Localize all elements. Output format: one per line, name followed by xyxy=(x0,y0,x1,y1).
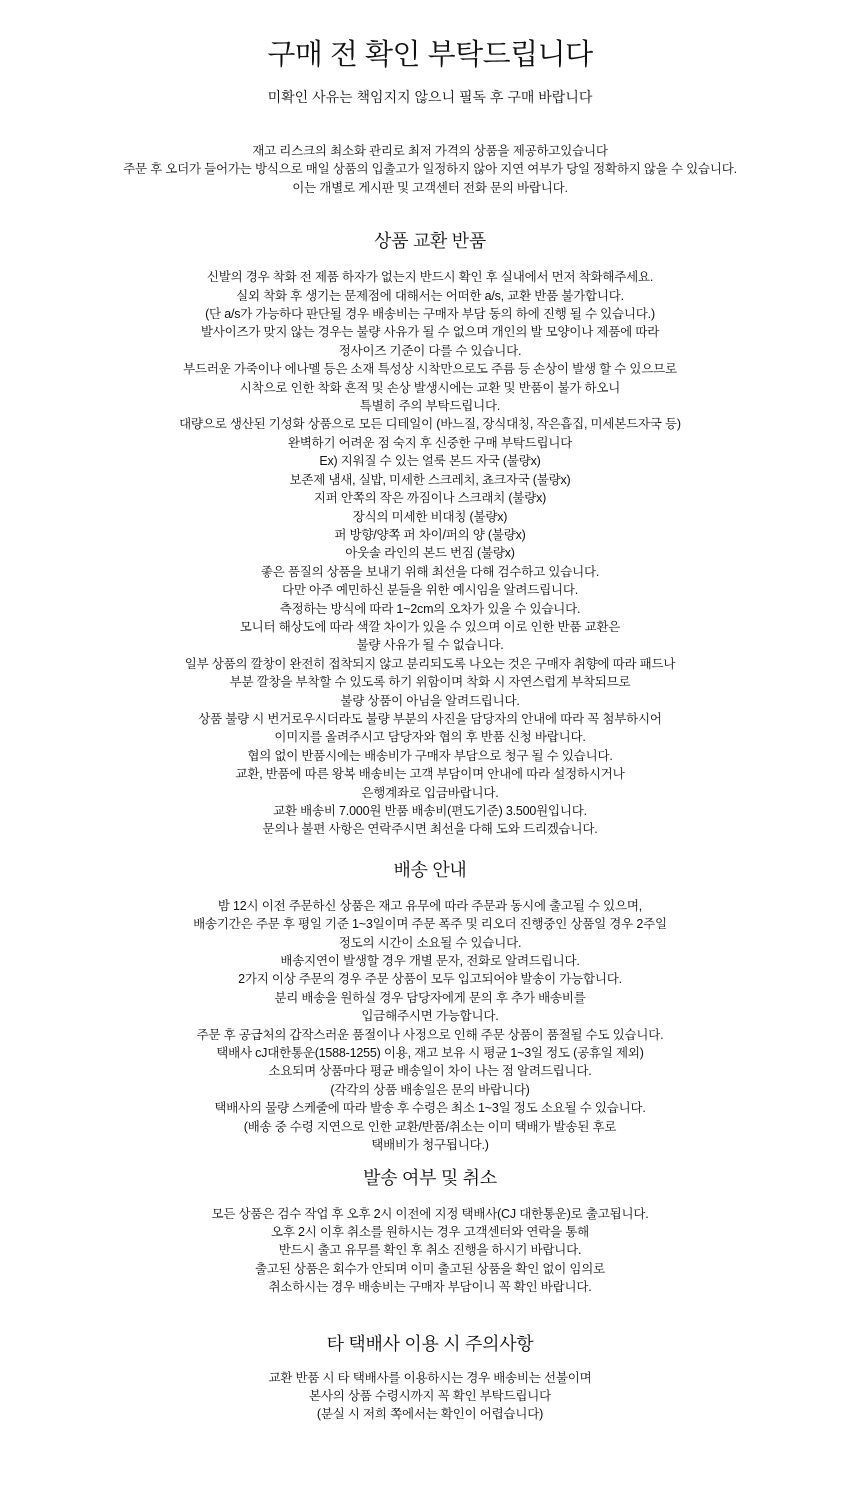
page-title: 구매 전 확인 부탁드립니다 xyxy=(267,39,593,71)
text-line: (배송 중 수령 지연으로 인한 교환/반품/취소는 이미 택배가 발송된 후로 xyxy=(243,1119,617,1134)
text-line: (분실 시 저희 쪽에서는 확인이 어렵습니다) xyxy=(316,1407,544,1422)
text-line: 정도의 시간이 소요될 수 있습니다. xyxy=(338,935,522,950)
text-line: 부드러운 가죽이나 에나멜 등은 소재 특성상 시착만으로도 주름 등 손상이 발생 할 수 있으므로 xyxy=(183,362,677,377)
text-line: 모든 상품은 검수 작업 후 오후 2시 이전에 지정 택배사(CJ 대한통운)로 출고됩니다. xyxy=(211,1206,649,1221)
text-line: 주문 후 공급처의 갑작스러운 품절이나 사정으로 인해 주문 상품이 품절될 수도 있습니다. xyxy=(196,1027,664,1042)
section-body-dispatch-and-cancel xyxy=(0,1205,860,1297)
text-line: Ex) 지워질 수 있는 얼룩 본드 자국 (불량x) xyxy=(319,454,541,469)
text-line: 정사이즈 기준이 다를 수 있습니다. xyxy=(338,343,522,358)
section-heading-shipping-info: 배송 안내 xyxy=(393,859,467,880)
text-line: 택배사 cJ대한통운(1588-1255) 이용, 재고 보유 시 평균 1~3일 정도 (공휴일 제외) xyxy=(216,1046,644,1061)
section-other-courier-notice xyxy=(0,1333,860,1424)
section-shipping-info xyxy=(0,859,860,1155)
text-line: 2가지 이상 주문의 경우 주문 상품이 모두 입고되어야 발송이 가능합니다. xyxy=(238,972,622,987)
text-line: 이는 개별로 게시판 및 고객센터 전화 문의 바랍니다. xyxy=(292,180,568,195)
text-line: 다만 아주 예민하신 분들을 위한 예시임을 알려드립니다. xyxy=(281,583,579,598)
section-body-shipping-info xyxy=(0,897,860,1155)
text-line: 주문 후 오더가 들어가는 방식으로 매일 상품의 입출고가 일정하지 않아 지연 여부가 당일 정확하지 않을 수 있습니다. xyxy=(123,162,737,177)
section-body-exchange-return xyxy=(0,268,860,839)
text-line: 교환, 반품에 따른 왕복 배송비는 고객 부담이며 안내에 따라 설정하시거나 xyxy=(235,767,625,782)
text-line: 택배사의 물량 스케줄에 따라 발송 후 수령은 최소 1~3일 정도 소요될 수 있습니다. xyxy=(214,1101,646,1116)
text-line: 좋은 품질의 상품을 보내기 위해 최선을 다해 검수하고 있습니다. xyxy=(260,564,600,579)
text-line: 상품 불량 시 번거로우시더라도 불량 부분의 사진을 담당자의 안내에 따라 꼭 첨부하시어 xyxy=(198,711,662,726)
text-line: 취소하시는 경우 배송비는 구매자 부담이니 꼭 확인 바랍니다. xyxy=(268,1280,592,1295)
text-line: 배송지연이 발생할 경우 개별 문자, 전화로 알려드립니다. xyxy=(280,954,580,969)
purchase-notice xyxy=(0,38,860,1424)
text-line: (단 a/s가 가능하다 판단될 경우 배송비는 구매자 부담 동의 하에 진행 될 수 있습니다.) xyxy=(205,307,655,322)
section-product-exchange-return xyxy=(0,230,860,839)
text-line: 교환 반품 시 타 택배사를 이용하시는 경우 배송비는 선불이며 xyxy=(268,1370,592,1385)
text-line: 실외 착화 후 생기는 문제점에 대해서는 어떠한 a/s, 교환 반품 불가합니다. xyxy=(236,288,624,303)
section-heading-other-courier-notice: 타 택배사 이용 시 주의사항 xyxy=(326,1333,534,1354)
text-line: 입금해주시면 가능합니다. xyxy=(361,1009,499,1024)
text-line: 시착으로 인한 착화 흔적 및 손상 발생시에는 교환 및 반품이 불가 하오니 xyxy=(239,380,621,395)
text-line: 퍼 방향/양쪽 퍼 차이/퍼의 양 (불량x) xyxy=(334,527,526,542)
text-line: 재고 리스크의 최소화 관리로 최저 가격의 상품을 제공하고있습니다 xyxy=(252,144,608,158)
section-body-other-courier-notice xyxy=(0,1369,860,1424)
text-line: 협의 없이 반품시에는 배송비가 구매자 부담으로 청구 될 수 있습니다. xyxy=(247,748,613,763)
text-line: 불량 사유가 될 수 없습니다. xyxy=(356,638,504,653)
text-line: 은행계좌로 입금바랍니다. xyxy=(361,785,499,800)
text-line: 아웃솔 라인의 본드 번짐 (불량x) xyxy=(345,546,515,561)
text-line: 문의나 불편 사항은 연락주시면 최선을 다해 도와 드리겠습니다. xyxy=(262,822,598,837)
notice-page xyxy=(0,38,860,1497)
text-line: 불량 상품이 아님을 알려드립니다. xyxy=(340,693,520,708)
section-heading-exchange-return: 상품 교환 반품 xyxy=(374,231,486,252)
text-line: 본사의 상품 수령시까지 꼭 확인 부탁드립니다 xyxy=(309,1388,551,1403)
text-line: 측정하는 방식에 따라 1~2cm의 오차가 있을 수 있습니다. xyxy=(279,601,581,616)
text-line: 교환 배송비 7.000원 반품 배송비(편도기준) 3.500원입니다. xyxy=(273,804,587,818)
text-line: 택배비가 청구됩니다.) xyxy=(371,1138,489,1153)
text-line: 일부 상품의 깔창이 완전히 접착되지 않고 분리되도록 나오는 것은 구매자 취향에 따라 패드나 xyxy=(184,656,676,671)
intro-paragraph xyxy=(0,142,860,197)
section-heading-dispatch-and-cancel: 발송 여부 및 취소 xyxy=(363,1167,497,1188)
text-line: (각각의 상품 배송일은 문의 바랍니다) xyxy=(330,1082,530,1097)
text-line: 완벽하기 어려운 점 숙지 후 신중한 구매 부탁드립니다 xyxy=(287,435,573,450)
section-dispatch-and-cancel xyxy=(0,1167,860,1297)
text-line: 장식의 미세한 비대칭 (불량x) xyxy=(352,509,508,524)
text-line: 보존제 냄새, 실밥, 미세한 스크레치, 쵸크자국 (불량x) xyxy=(289,472,571,487)
text-line: 모니터 해상도에 따라 색깔 차이가 있을 수 있으며 이로 인한 반품 교환은 xyxy=(239,619,621,634)
text-line: 배송기간은 주문 후 평일 기준 1~3일이며 주문 폭주 및 리오더 진행중인 상품일 경우 2주일 xyxy=(193,917,667,932)
page-subtitle: 미확인 사유는 책임지지 않으니 필독 후 구매 바랍니다 xyxy=(267,89,593,105)
text-line: 부분 깔창을 부착할 수 있도록 하기 위함이며 착화 시 자연스럽게 부착되므로 xyxy=(229,675,631,690)
text-line: 신발의 경우 착화 전 제품 하자가 없는지 반드시 확인 후 실내에서 먼저 착화해주세요. xyxy=(206,270,654,285)
text-line: 분리 배송을 원하실 경우 담당자에게 문의 후 추가 배송비를 xyxy=(274,990,586,1005)
text-line: 특별히 주의 부탁드립니다. xyxy=(359,399,501,414)
text-line: 오후 2시 이후 취소를 원하시는 경우 고객센터와 연락을 통해 xyxy=(271,1224,589,1239)
text-line: 이미지를 올려주시고 담당자와 협의 후 반품 신청 바랍니다. xyxy=(274,730,586,745)
text-line: 대량으로 생산된 기성화 상품으로 모든 디테일이 (바느질, 장식대칭, 작은흡집, 미세본드자국 등) xyxy=(179,417,681,432)
text-line: 밤 12시 이전 주문하신 상품은 재고 유무에 따라 주문과 동시에 출고될 수 있으며, xyxy=(217,898,643,913)
text-line: 반드시 출고 유무를 확인 후 취소 진행을 하시기 바랍니다. xyxy=(278,1243,582,1258)
text-line: 출고된 상품은 회수가 안되며 이미 출고된 상품을 확인 없이 임의로 xyxy=(254,1261,606,1276)
text-line: 소요되며 상품마다 평균 배송일이 차이 나는 점 알려드립니다. xyxy=(268,1064,592,1079)
text-line: 발사이즈가 맞지 않는 경우는 불량 사유가 될 수 없으며 개인의 발 모양이나 제품에 따라 xyxy=(200,325,660,340)
text-line: 지퍼 안쪽의 작은 까짐이나 스크래치 (불량x) xyxy=(313,491,547,506)
